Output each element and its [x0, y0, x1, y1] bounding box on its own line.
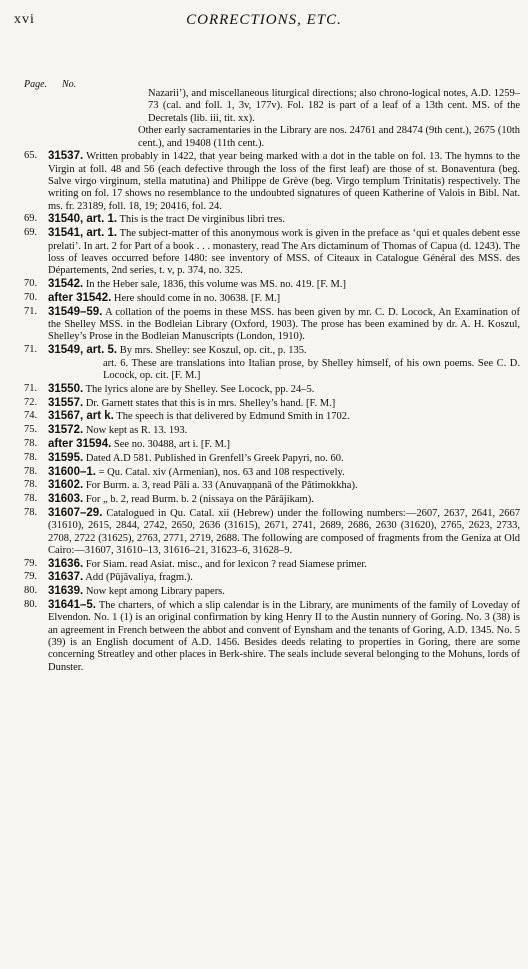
entry-number: 31641–5.: [48, 599, 96, 612]
entry-page: 79.: [24, 557, 38, 569]
entry-number: 31549, art. 5.: [48, 343, 118, 356]
correction-entry: [0, 438, 528, 451]
correction-entry: [0, 479, 528, 492]
entry-page: 70.: [24, 291, 38, 303]
entry-page: 78.: [24, 507, 38, 518]
correction-entry: [0, 507, 528, 557]
entry-text: = Qu. Catal. xiv (Armenian), nos. 63 and 108 respectively.: [98, 466, 345, 478]
entry-page: 72.: [24, 396, 38, 408]
page-number: xvi: [14, 12, 35, 27]
entry-text: These are translations into Italian prose, by Shelley himself, of his own poems. See C. D. Locock, op. cit. [F. M.]: [103, 357, 520, 382]
entry-page: 78.: [24, 493, 38, 505]
correction-entry: [0, 150, 528, 212]
correction-entry: [0, 383, 528, 396]
correction-entry: [0, 306, 528, 344]
entry-page: 75.: [24, 424, 38, 436]
entry-text: By mrs. Shelley: see Koszul, op. cit., p. 135.: [119, 344, 307, 356]
entry-text: For „ b. 2, read Burm. b. 2 (nissaya on the Pārājikam).: [85, 494, 314, 506]
correction-entry: [0, 571, 528, 584]
correction-entry: [0, 227, 528, 277]
correction-entry: [0, 410, 528, 423]
entry-text: For Siam. read Asiat. misc., and for lexicon ? read Siamese primer.: [85, 558, 367, 570]
correction-entry: [0, 358, 528, 383]
entry-text: Dr. Garnett states that this is in mrs. Shelley’s hand. [F. M.]: [85, 397, 336, 409]
entry-number: 31549–59.: [48, 305, 103, 318]
column-heading-page: Page.: [24, 79, 48, 90]
page-header: [0, 6, 528, 30]
corrections-list: [0, 88, 528, 674]
entry-text: Dated A.D 581. Published in Grenfell’s Greek Papyri, no. 60.: [85, 452, 344, 464]
entry-number: 31572.: [48, 424, 84, 437]
entry-number: 31550.: [48, 382, 84, 395]
correction-entry: [0, 344, 528, 357]
correction-entry: [0, 88, 528, 125]
column-heading-no: No.: [62, 79, 77, 90]
entry-text: Catalogued in Qu. Catal. xii (Hebrew) under the following numbers:—2607, 2637, 2641, 2667 (31610), 2615, 2844, 2742, 2650, 2636 (31615), 2671, 2741, 2689, 2686, 2630 (31620), 2765, 2623, 2733, 2708, 2722 (31625), 2763, 2771, 2719, 2688. The following are composed of fragments from the Geniza at Old Cairo:—31607, 31610–13, 31616–21, 31623–6, 31628–9.: [48, 508, 521, 556]
entry-page: 78.: [24, 479, 38, 491]
entry-page: 71.: [24, 305, 38, 317]
entry-page: 70.: [24, 277, 38, 289]
entry-text: Now kept among Library papers.: [85, 586, 225, 598]
correction-entry: [0, 213, 528, 226]
entry-text: Here should come in no. 30638. [F. M.]: [113, 292, 281, 304]
entry-text: A collation of the poems in these MSS. has been given by mr. C. D. Locock, An Examination of the Shelley MSS. in the Bodleian Library (Oxford, 1903). The prose has been examined by dr. A. H. Koszul, Shelley’s Prose in the Bodleian Manuscripts (London, 1910).: [48, 306, 521, 343]
entry-number: 31567, art k.: [48, 410, 114, 423]
entry-number: 31540, art. 1.: [48, 213, 118, 226]
entry-number: after 31542.: [48, 291, 112, 304]
entry-page: 69.: [24, 227, 38, 239]
entry-text: Other early sacramentaries in the Library are nos. 24761 and 28474 (9th cent.), 2675 (10th cent.), and 19408 (11th cent.).: [138, 125, 520, 149]
entry-page: 65.: [24, 150, 38, 162]
entry-number: 31637.: [48, 571, 84, 584]
entry-page: 78.: [24, 438, 38, 450]
entry-page: 69.: [24, 213, 38, 225]
correction-entry: [0, 466, 528, 479]
entry-page: 80.: [24, 599, 38, 611]
entry-text: The lyrics alone are by Shelley. See Locock, pp. 24–5.: [85, 383, 315, 395]
entry-text: This is the tract De virginibus libri tres.: [119, 214, 285, 226]
entry-text: Add (Pūjāvaliya, fragm.).: [85, 572, 193, 584]
entry-number: 31557.: [48, 396, 84, 409]
correction-entry: [0, 558, 528, 571]
entry-number: 31607–29.: [48, 507, 103, 519]
entry-number: 31602.: [48, 479, 84, 492]
correction-entry: [0, 278, 528, 291]
entry-number: after 31594.: [48, 438, 112, 451]
entry-page: 74.: [24, 410, 38, 422]
correction-entry: [0, 397, 528, 410]
entry-text: Nazarii’), and miscellaneous liturgical directions; also chrono-logical notes, A.D. 1259–73 (cal. and foll. 1, 3v, 177v). Fol. 182 is part of a leaf of a 13th cent. MS. of the Decretals (lib. iii, tit. xx).: [148, 88, 520, 124]
entry-text: The charters, of which a slip calendar is in the Library, are muniments of the family of Loveday of Elvendon. No. 1 (1) is an original confirmation by king Henry II to the Austin nunnery of Goring. No. 3 (38) is an agreement in French between the abbot and convent of Eynsham and the tenants of Goring, A.D. 1345. No. 5 (39) is an English document of A.D. 1456. Besides deeds relating to properties in Goring, there are some concerning Streatley and other places in Berk-shire. The seals include several belonging to the Mohuns, lords of Dunster.: [48, 600, 520, 673]
correction-entry: [0, 424, 528, 437]
entry-page: 78.: [24, 451, 38, 463]
entry-number: 31639.: [48, 585, 84, 598]
entry-number: 31542.: [48, 277, 84, 290]
correction-entry: [0, 599, 528, 674]
correction-entry: [0, 585, 528, 598]
entry-text: Now kept as R. 13. 193.: [85, 425, 188, 437]
entry-text: In the Heber sale, 1836, this volume was MS. no. 419. [F. M.]: [85, 278, 346, 290]
correction-entry: [0, 292, 528, 305]
entry-number: 31636.: [48, 557, 84, 570]
entry-page: 71.: [24, 382, 38, 394]
entry-number: 31603.: [48, 493, 84, 506]
entry-page: 79.: [24, 571, 38, 583]
correction-entry: [0, 125, 528, 150]
entry-text: The speech is that delivered by Edmund Smith in 1702.: [116, 411, 350, 423]
entry-text: The subject-matter of this anonymous work is given in the preface as ‘qui et quales debent esse prelati’. In art. 2 for Part of a book . . . monastery, read The Ars dictaminum of Thomas of Capua (d. 1243). The loss of leaves occurred before 1480: see inventory of MSS. of Citeaux in Catalogue Général des MSS. des Départements, 2nd series, t. v, p. 374, no. 325.: [48, 228, 521, 277]
entry-text: For Burm. a. 3, read Pāli a. 33 (Anuvaṇṇanā of the Pātimokkha).: [85, 480, 358, 492]
entry-number: art. 6.: [103, 357, 129, 369]
entry-number: 31600–1.: [48, 465, 96, 478]
entry-number: 31595.: [48, 451, 84, 464]
running-head: CORRECTIONS, ETC.: [186, 12, 342, 28]
entry-number: 31537.: [48, 150, 84, 163]
entry-page: 78.: [24, 465, 38, 477]
entry-page: 71.: [24, 343, 38, 355]
entry-number: 31541, art. 1.: [48, 227, 118, 240]
correction-entry: [0, 493, 528, 506]
entry-text: See no. 30488, art i. [F. M.]: [113, 439, 231, 451]
entry-page: 80.: [24, 585, 38, 597]
correction-entry: [0, 452, 528, 465]
entry-text: Written probably in 1422, that year being marked with a dot in the table on fol. 13. The hymns to the Virgin at foll. 48 and 56 (each defective through the loss of the first leaf) are those of st. Bonaventura (beg. Salve virgo virginum, stella matutina) and Philippe de Grève (beg. Virgo templum Trinitatis) respectively. The writing on fol. 17 shows no resemblance to the undoubted signatures of queen Katherine of Valois in Bibl. Nat. ms. fr. 23189, foll. 18, 19; 20416, fol. 24.: [48, 151, 520, 212]
